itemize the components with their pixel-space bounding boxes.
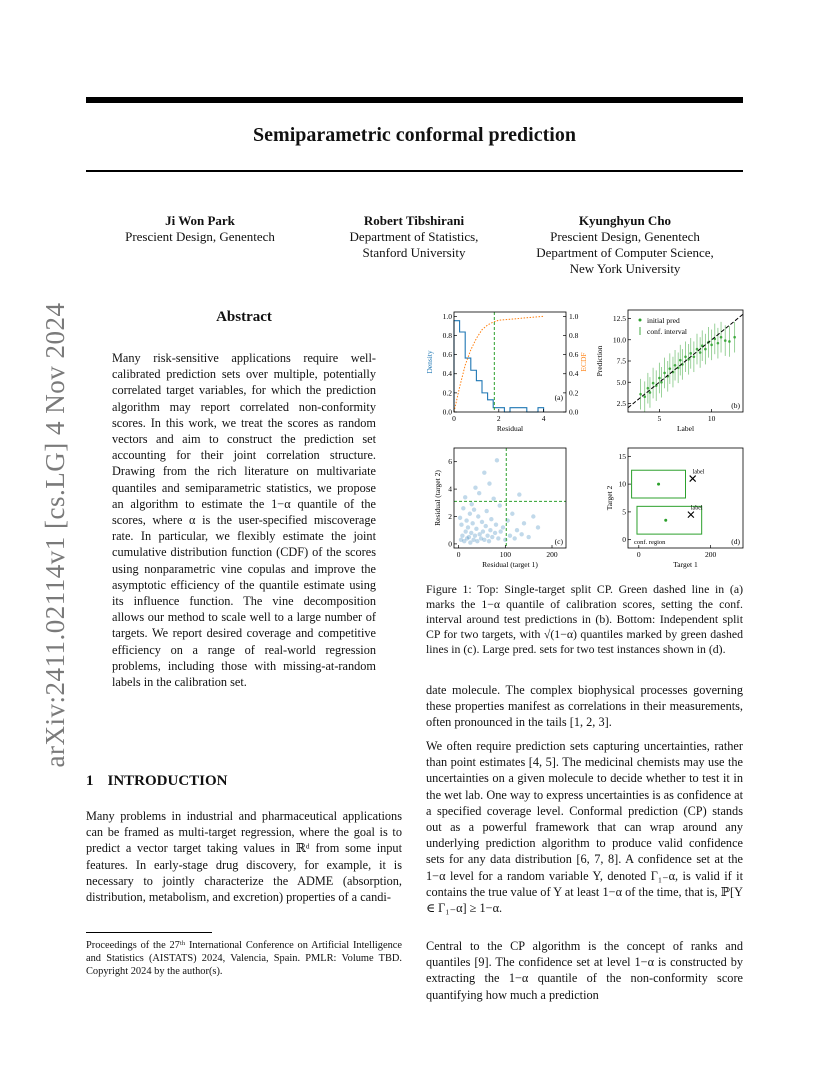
y-tick-label: 7.5 (616, 356, 626, 366)
true-label-marker (690, 476, 696, 482)
legend-label: conf. region (634, 539, 666, 546)
residual-point (531, 514, 535, 518)
author-name: Ji Won Park (165, 213, 235, 228)
arxiv-side-label[interactable]: arXiv:2411.02114v1 [cs.LG] 4 Nov 2024 (40, 302, 70, 768)
footnote-rule (86, 932, 212, 933)
footnote: Proceedings of the 27ᵗʰ International Conference on Artificial Intelligence and Statistics (AISTATS) 2024, Valencia, Spain. PMLR: Volume TBD. Copyright 2024 by the author(s). (86, 940, 402, 977)
residual-point (488, 528, 492, 532)
residual-point (474, 527, 478, 531)
prediction-point (699, 351, 702, 354)
author-affiliation: Prescient Design, Genentech (125, 229, 275, 244)
residual-point (469, 531, 473, 535)
y2-tick-label: 0.4 (569, 369, 579, 379)
panel-label: (c) (554, 537, 563, 546)
residual-point (473, 533, 477, 537)
right-paragraph-1: date molecule. The complex biophysical processes governing these properties manifest as correlations in their measurements, often pronounced in the tails [1, 2, 3]. (426, 683, 743, 730)
residual-point (495, 458, 499, 462)
residual-point (482, 470, 486, 474)
y-tick-label: 0.4 (442, 369, 452, 379)
title-top-rule (86, 97, 743, 103)
residual-point (519, 532, 523, 536)
residual-point (466, 525, 470, 529)
prediction-point (720, 336, 723, 339)
prediction-point (696, 348, 699, 351)
y-tick-label: 0 (622, 535, 626, 545)
residual-point (526, 535, 530, 539)
prediction-point (689, 352, 692, 355)
author-affiliation: Stanford University (362, 245, 466, 260)
residual-point (460, 533, 464, 537)
prediction-point (647, 387, 650, 390)
y-tick-label: 0.0 (442, 407, 452, 417)
residual-point (536, 525, 540, 529)
residual-point (463, 495, 467, 499)
y-tick-label: 0 (448, 539, 452, 549)
prediction-point (669, 367, 672, 370)
prediction-point (684, 355, 687, 358)
residual-point (498, 503, 502, 507)
residual-point (510, 512, 514, 516)
y-tick-label: 1.0 (442, 311, 452, 321)
y-tick-label: 5.0 (616, 377, 626, 387)
residual-point (515, 528, 519, 532)
residual-point (470, 521, 474, 525)
residual-point (482, 538, 486, 542)
y-tick-label: 0.2 (442, 388, 452, 398)
panel-label: (a) (554, 393, 563, 402)
panel-label: (b) (731, 401, 740, 410)
x-tick-label: 2 (496, 414, 501, 423)
x-tick-label: 100 (499, 550, 511, 559)
prediction-point (660, 381, 663, 384)
residual-point (476, 514, 480, 518)
residual-point (491, 496, 495, 500)
author-affiliation: Prescient Design, Genentech (550, 229, 700, 244)
residual-point (517, 492, 521, 496)
x-tick-label: 5 (657, 414, 662, 423)
x-tick-label: 4 (541, 414, 546, 423)
right-paragraph-2: We often require prediction sets capturing uncertainties, rather than point estimates [4, 5]. The medicinal chemists may use the uncertainties on a given molecule to decide whether to test it in the wet lab. One way to express uncertainties is as confidence at a specified coverage level. Conformal prediction (CP) stands out as a powerful framework that can wrap around any underlying prediction algorithm to produce valid confidence sets for any data distribution [6, 7, 8]. A confidence set at the 1−α level for a random variable Y, denoted Γ₁₋α, is valid if it contains the true value of Y at least 1−α of the time, that is, ℙ[Y ∈ Γ₁₋α] ≥ 1−α. (426, 739, 743, 916)
legend-label: conf. interval (647, 327, 687, 336)
residual-point (501, 525, 505, 529)
y-tick-label: 6 (448, 457, 452, 467)
paper-title: Semiparametric conformal prediction (253, 124, 576, 146)
residual-point (484, 509, 488, 513)
y-axis-label: Residual (target 2) (433, 470, 442, 526)
prediction-point (710, 344, 713, 347)
residual-point (490, 535, 494, 539)
x-axis-label: Label (676, 424, 695, 433)
residual-point (459, 523, 463, 527)
y2-tick-label: 1.0 (569, 311, 579, 321)
section-heading (86, 773, 228, 790)
y-tick-label: 15 (618, 451, 626, 461)
author-name: Kyunghyun Cho (578, 213, 672, 228)
panel-a (425, 312, 588, 433)
residual-point (472, 507, 476, 511)
true-label-marker (688, 512, 694, 518)
residual-point (512, 536, 516, 540)
y2-tick-label: 0.0 (569, 407, 579, 417)
label-annotation: label (692, 469, 705, 476)
y-tick-label: 5 (622, 507, 626, 517)
residual-point (463, 529, 467, 533)
section-number: 1 (86, 773, 94, 789)
histogram-steps (454, 321, 544, 412)
residual-point (464, 518, 468, 522)
author-name: Robert Tibshirani (363, 213, 465, 228)
prediction-point (664, 519, 667, 522)
legend-label: initial pred (647, 316, 680, 325)
author-affiliation: Department of Computer Science, (536, 245, 714, 260)
label-annotation: label (690, 505, 703, 512)
panel-c (433, 448, 566, 569)
prediction-point (657, 483, 660, 486)
residual-point (487, 539, 491, 543)
legend-marker-initial-pred (639, 319, 642, 322)
residual-point (461, 506, 465, 510)
residual-point (508, 533, 512, 537)
title-bottom-rule (86, 170, 743, 172)
residual-point (485, 533, 489, 537)
abstract-heading: Abstract (216, 309, 272, 325)
y-tick-label: 0.8 (442, 330, 452, 340)
residual-point (493, 531, 497, 535)
prediction-point (652, 382, 655, 385)
section-title: INTRODUCTION (107, 773, 228, 789)
author-block-1 (110, 213, 290, 245)
y2-tick-label: 0.8 (569, 330, 579, 340)
prediction-point (658, 377, 661, 380)
prediction-point (733, 336, 736, 339)
figure-1 (420, 300, 750, 578)
prediction-point (674, 364, 677, 367)
residual-point (498, 529, 502, 533)
author-block-2 (324, 213, 504, 261)
residual-point (522, 521, 526, 525)
panel-d (605, 448, 743, 569)
residual-point (484, 524, 488, 528)
prediction-point (639, 393, 642, 396)
residual-point (468, 512, 472, 516)
prediction-point (717, 342, 720, 345)
abstract-body: Many risk-sensitive applications require well-calibrated prediction sets over multiple, potentially correlated target variables, for which the prediction algorithm may report correlated non-conformity scores. In this work, we treat the scores as random vectors and aim to construct the prediction set accounting for their joint correlation structure. Drawing from the rich literature on multivariate quantiles and semiparametric statistics, we propose an algorithm to estimate the 1−α quantile of the scores, where α is the user-specified miscoverage rate. In particular, we flexibly estimate the joint cumulative distribution function (CDF) of the scores using nonparametric vine copulas and improve the asymptotic efficiency of the quantile estimate using its influence function. The vine decomposition allows our method to scale well to a large number of targets. We report desired coverage and competitive efficiency on a range of real-world regression problems, including those with missing-at-random labels in the calibration set. (112, 351, 376, 690)
panel-b (595, 310, 743, 433)
x-tick-label: 200 (705, 550, 717, 559)
residual-point (481, 529, 485, 533)
y-tick-label: 4 (448, 484, 452, 494)
y2-tick-label: 0.2 (569, 388, 579, 398)
y-axis-label: Density (425, 350, 434, 374)
y-tick-label: 10.0 (612, 335, 626, 345)
figure-caption: Figure 1: Top: Single-target split CP. Green dashed line in (a) marks the 1−α quantile of calibration scores, setting the conf. interval around test predictions in (b). Bottom: Independent split CP for two targets, with √(1−α) quantiles marked by green dashed lines in (c). Large pred. sets for two test instances shown in (d). (426, 582, 743, 656)
ecdf-line (454, 316, 544, 412)
prediction-point (724, 339, 727, 342)
prediction-point (649, 391, 652, 394)
prediction-point (693, 355, 696, 358)
x-tick-label: 0 (452, 414, 456, 423)
x-tick-label: 0 (636, 550, 641, 559)
panel-label: (d) (731, 537, 740, 546)
residual-point (480, 520, 484, 524)
residual-point (489, 517, 493, 521)
x-axis-label: Target 1 (673, 560, 698, 569)
x-axis-label: Residual (target 1) (482, 560, 538, 569)
residual-point (458, 516, 462, 520)
y-axis-label: Prediction (595, 345, 604, 377)
author-affiliation: New York University (569, 261, 681, 276)
residual-point (494, 523, 498, 527)
x-tick-label: 200 (546, 550, 558, 559)
prediction-point (679, 359, 682, 362)
right-paragraph-3: Central to the CP algorithm is the concept of ranks and quantiles [9]. The confidence set at level 1−α is constructed by extracting the 1−α quantile of the non-conformity score quantifying how much a prediction (426, 939, 743, 1002)
prediction-point (728, 340, 731, 343)
x-tick-label: 0 (456, 550, 461, 559)
residual-point (470, 502, 474, 506)
y-tick-label: 10 (618, 479, 626, 489)
y2-axis-label: ECDF (579, 352, 588, 372)
author-block-3 (515, 213, 735, 277)
residual-point (473, 486, 477, 490)
y-tick-label: 0.6 (442, 350, 452, 360)
prediction-point (704, 348, 707, 351)
residual-point (477, 491, 481, 495)
x-tick-label: 10 (707, 414, 716, 423)
prediction-point (663, 372, 666, 375)
prediction-point (643, 395, 646, 398)
residual-point (467, 535, 471, 539)
x-axis-label: Residual (496, 424, 524, 433)
y-axis-label: Target 2 (605, 485, 614, 511)
residual-point (487, 481, 491, 485)
residual-point (496, 536, 500, 540)
intro-paragraph-left: Many problems in industrial and pharmaceutical applications can be framed as multi-target regression, where the goal is to predict a vector target taking values in ℝᵈ from some input features. In early-stage drug discovery, for example, it is necessary to jointly characterize the ADME (absorption, distribution, metabolism, and excretion) properties of a candi- (86, 809, 402, 905)
y-tick-label: 2.5 (616, 399, 626, 408)
y-tick-label: 12.5 (612, 314, 626, 323)
residual-point (503, 538, 507, 542)
residual-point (475, 539, 479, 543)
y2-tick-label: 0.6 (569, 350, 579, 360)
author-affiliation: Department of Statistics, (349, 229, 479, 244)
y-tick-label: 2 (448, 511, 452, 521)
